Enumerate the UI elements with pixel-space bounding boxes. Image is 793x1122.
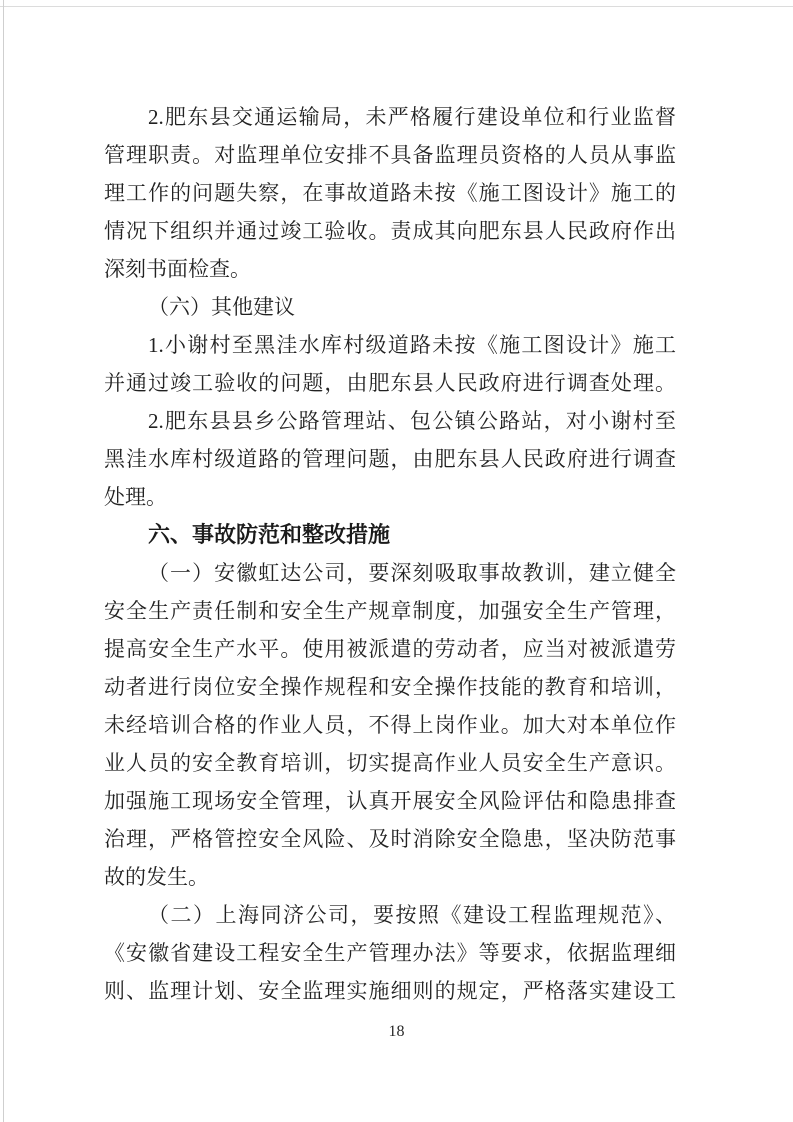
text-line: 并通过竣工验收的问题，由肥东县人民政府进行调查处理。 (104, 371, 676, 395)
text-line: 则、监理计划、安全监理实施细则的规定，严格落实建设工 (104, 979, 676, 1003)
text-block (104, 98, 676, 1010)
text-line: 《安徽省建设工程安全生产管理办法》等要求，依据监理细 (104, 941, 676, 965)
text-line: （一）安徽虹达公司，要深刻吸取事故教训，建立健全 (148, 561, 676, 585)
text-line: 深刻书面检查。 (104, 257, 251, 281)
text-line: 提高安全生产水平。使用被派遣的劳动者，应当对被派遣劳 (104, 637, 676, 661)
text-line: 安全生产责任制和安全生产规章制度，加强安全生产管理， (104, 599, 676, 623)
text-line: 处理。 (104, 485, 167, 509)
text-line: 动者进行岗位安全操作规程和安全操作技能的教育和培训， (104, 675, 676, 699)
section-heading-line: 六、事故防范和整改措施 (148, 522, 391, 547)
page-number: 18 (388, 1023, 405, 1040)
text-line: 治理，严格管控安全风险、及时消除安全隐患，坚决防范事 (104, 827, 676, 851)
text-line: 管理职责。对监理单位安排不具备监理员资格的人员从事监 (104, 143, 676, 167)
text-line: 黑洼水库村级道路的管理问题，由肥东县人民政府进行调查 (104, 447, 676, 471)
text-line: （二）上海同济公司，要按照《建设工程监理规范》、 (148, 903, 676, 927)
scan-edge-left-line (3, 0, 4, 1122)
text-line: 未经培训合格的作业人员，不得上岗作业。加大对本单位作 (104, 713, 676, 737)
text-line: 故的发生。 (104, 865, 209, 889)
text-line: 1.小谢村至黑洼水库村级道路未按《施工图设计》施工 (148, 333, 676, 357)
text-line: 情况下组织并通过竣工验收。责成其向肥东县人民政府作出 (104, 219, 676, 243)
subsection-heading-line: （六）其他建议 (148, 295, 295, 319)
text-line: 加强施工现场安全管理，认真开展安全风险评估和隐患排查 (104, 789, 676, 813)
text-line: 理工作的问题失察，在事故道路未按《施工图设计》施工的 (104, 181, 676, 205)
text-line: 2.肥东县县乡公路管理站、包公镇公路站，对小谢村至 (148, 409, 676, 433)
text-line: 2.肥东县交通运输局，未严格履行建设单位和行业监督 (148, 105, 676, 129)
scan-edge-top-line (0, 6, 793, 7)
text-line: 业人员的安全教育培训，切实提高作业人员安全生产意识。 (104, 751, 676, 775)
